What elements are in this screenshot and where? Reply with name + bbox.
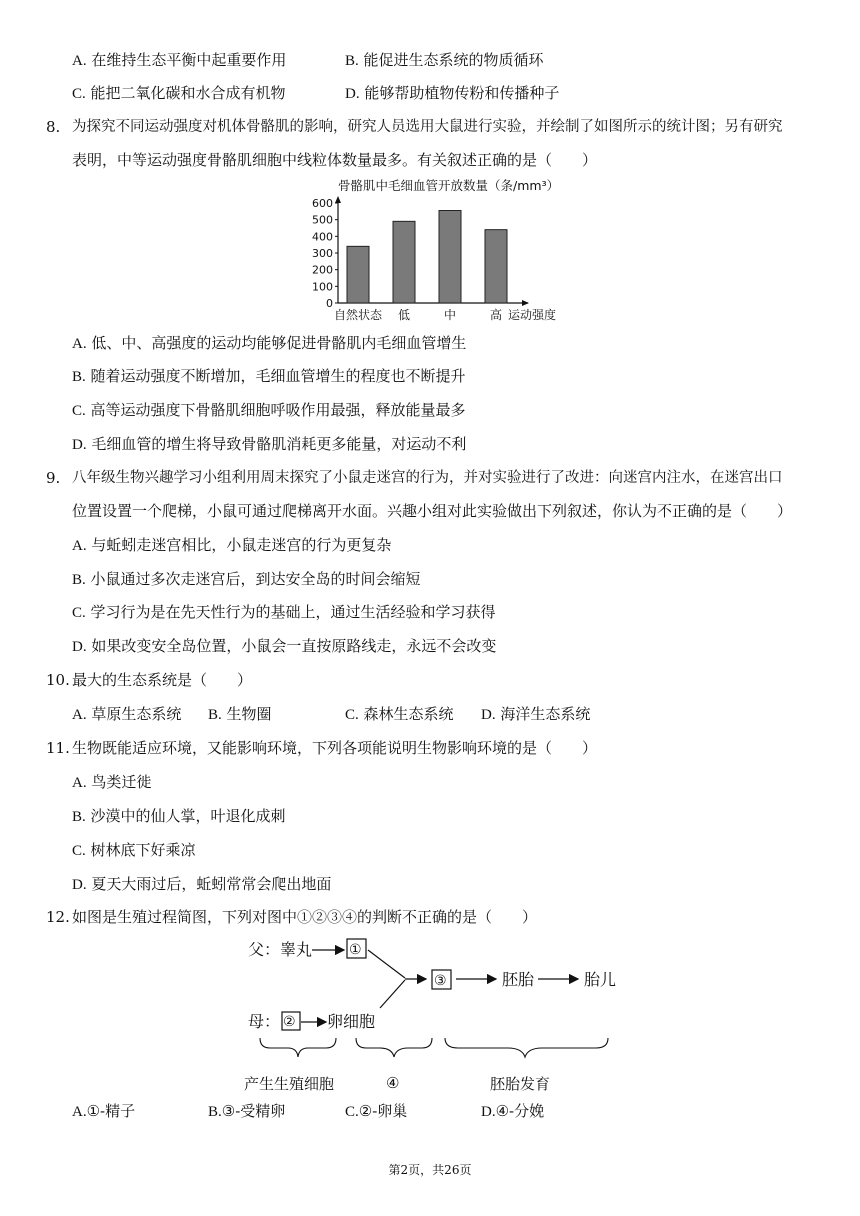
chart-title: 骨骼肌中毛细血管开放数量（条/mm³） <box>338 178 560 193</box>
mother-label: 母： <box>248 1012 281 1031</box>
q10-stem: 最大的生态系统是（ ） <box>72 671 253 689</box>
q9-stem-line2: 位置设置一个爬梯，小鼠可通过爬梯离开水面。兴趣小组对此实验做出下列叙述，你认为不正确的是（ ） <box>72 502 793 520</box>
q7-option-b: B. 能促进生态系统的物质循环 <box>345 51 544 69</box>
page-footer: 第2页，共26页 <box>388 1163 472 1177</box>
q8-stem-line1: 为探究不同运动强度对机体骨骼肌的影响，研究人员选用大鼠进行实验，并绘制了如图所示的统计图；另有研究 <box>72 119 783 135</box>
brace-mid <box>356 1038 432 1057</box>
q8-number: 8. <box>46 118 61 136</box>
brace-left <box>260 1038 336 1057</box>
q11-number: 11. <box>46 739 70 757</box>
chart-bar <box>393 221 415 303</box>
q11-option-c: C. 树林底下好乘凉 <box>72 841 196 859</box>
q8-bar-chart <box>290 176 580 326</box>
chart-x-tick-label: 中 <box>443 308 457 322</box>
chart-y-tick-label: 200 <box>312 263 333 277</box>
q9-option-c: C. 学习行为是在先天性行为的基础上，通过生活经验和学习获得 <box>72 603 496 621</box>
chart-bar <box>439 211 461 304</box>
chart-x-tick-label: 低 <box>397 308 411 322</box>
fetus-label: 胎儿 <box>584 970 617 989</box>
q11-option-d: D. 夏天大雨过后，蚯蚓常常会爬出地面 <box>72 875 332 893</box>
chart-y-axis-arrow <box>335 196 341 203</box>
chart-x-tick-label: 自然状态 <box>333 308 383 322</box>
q12-option-a: A.①-精子 <box>72 1102 136 1120</box>
chart-x-axis-label: 运动强度 <box>508 308 557 322</box>
label-four: ④ <box>386 1074 400 1092</box>
chart-y-tick-label: 500 <box>312 213 333 227</box>
q11-option-a: A. 鸟类迁徙 <box>72 773 152 791</box>
box-1-label: ① <box>349 942 362 958</box>
chart-y-tick-label: 400 <box>312 230 333 244</box>
converge-line-bottom <box>380 980 405 1008</box>
q8-stem-line2: 表明，中等运动强度骨骼肌细胞中线粒体数量最多。有关叙述正确的是（ ） <box>72 151 598 169</box>
q10-option-c: C. 森林生态系统 <box>345 705 454 723</box>
q10-option-a: A. 草原生态系统 <box>72 705 182 723</box>
embryo-label: 胚胎 <box>502 970 535 989</box>
q12-option-b: B.③-受精卵 <box>208 1102 286 1120</box>
q10-option-b: B. 生物圈 <box>208 705 272 723</box>
reproduction-diagram <box>240 930 640 1100</box>
chart-x-tick-label: 高 <box>489 308 503 322</box>
q8-option-d: D. 毛细血管的增生将导致骨骼肌消耗更多能量，对运动不利 <box>72 435 467 453</box>
egg-cell-label: 卵细胞 <box>327 1012 376 1031</box>
father-testis-label: 父：睾丸 <box>248 940 313 959</box>
q9-number: 9. <box>46 469 61 487</box>
q9-stem-line1: 八年级生物兴趣学习小组利用周末探究了小鼠走迷宫的行为，并对实验进行了改进：向迷宫内注水，在迷宫出口 <box>72 470 783 486</box>
q10-number: 10. <box>46 671 70 689</box>
converge-line-top <box>368 950 405 978</box>
chart-y-tick-label: 600 <box>312 197 333 210</box>
chart-bar <box>485 230 507 303</box>
brace-right <box>445 1038 608 1057</box>
q12-option-d: D.④-分娩 <box>481 1102 545 1120</box>
chart-x-axis-arrow <box>522 300 529 306</box>
q7-option-d: D. 能够帮助植物传粉和传播种子 <box>345 84 560 102</box>
q12-stem: 如图是生殖过程简图，下列对图中①②③④的判断不正确的是（ ） <box>72 908 538 926</box>
q7-option-a: A. 在维持生态平衡中起重要作用 <box>72 51 287 69</box>
q9-option-a: A. 与蚯蚓走迷宫相比，小鼠走迷宫的行为更复杂 <box>72 536 392 554</box>
chart-bar <box>347 246 369 303</box>
q10-option-d: D. 海洋生态系统 <box>481 705 591 723</box>
q12-option-c: C.②-卵巢 <box>345 1102 408 1120</box>
q8-option-a: A. 低、中、高强度的运动均能够促进骨骼肌内毛细血管增生 <box>72 334 467 352</box>
q7-option-c: C. 能把二氧化碳和水合成有机物 <box>72 84 286 102</box>
label-embryo-development: 胚胎发育 <box>490 1075 551 1093</box>
chart-y-tick-label: 100 <box>312 280 333 294</box>
box-3-label: ③ <box>434 973 447 989</box>
q8-option-b: B. 随着运动强度不断增加，毛细血管增生的程度也不断提升 <box>72 367 466 385</box>
q11-option-b: B. 沙漠中的仙人掌，叶退化成刺 <box>72 807 286 825</box>
box-2-label: ② <box>283 1014 296 1030</box>
q9-option-d: D. 如果改变安全岛位置，小鼠会一直按原路线走，永远不会改变 <box>72 637 497 655</box>
chart-y-tick-label: 0 <box>326 297 333 310</box>
q12-number: 12. <box>46 908 70 926</box>
q9-option-b: B. 小鼠通过多次走迷宫后，到达安全岛的时间会缩短 <box>72 570 421 588</box>
chart-y-tick-label: 300 <box>312 247 333 260</box>
q8-option-c: C. 高等运动强度下骨骼肌细胞呼吸作用最强，释放能量最多 <box>72 401 466 419</box>
q11-stem: 生物既能适应环境，又能影响环境，下列各项能说明生物影响环境的是（ ） <box>72 739 598 757</box>
label-produce-gametes: 产生生殖细胞 <box>244 1075 335 1093</box>
